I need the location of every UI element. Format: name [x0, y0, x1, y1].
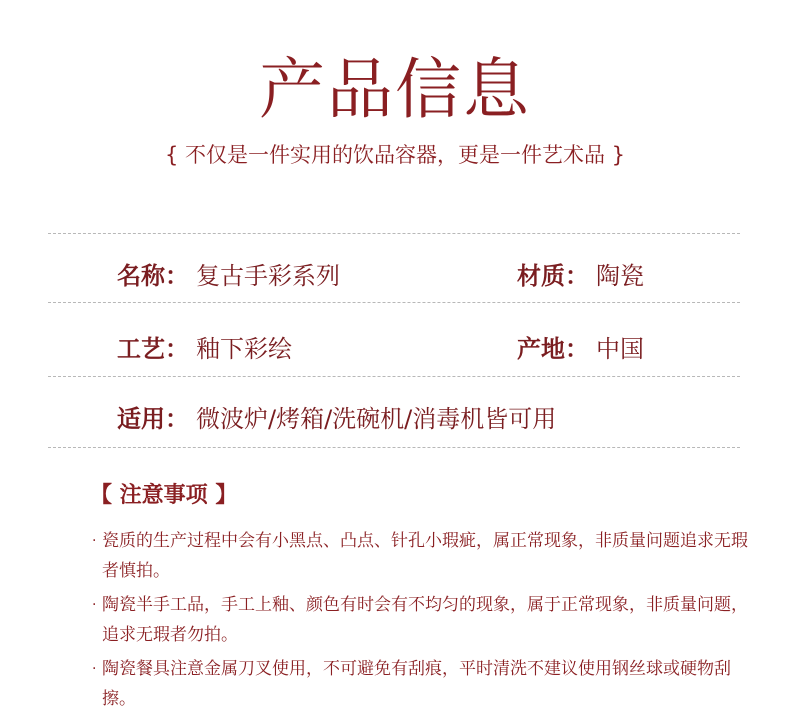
notice-item [92, 654, 752, 714]
divider [48, 376, 740, 377]
usage-value: 微波炉/烤箱/洗碗机/消毒机皆可用 [196, 405, 557, 433]
spec-row-name-material [0, 256, 790, 296]
page-title: 产品信息 [259, 51, 531, 128]
notice-title: 【 注意事项 】 [90, 483, 238, 508]
origin-value: 中国 [596, 335, 644, 363]
notice-item [92, 526, 752, 586]
bullet-icon: · [92, 597, 97, 613]
divider [48, 302, 740, 303]
spec-row-usage [0, 399, 790, 439]
craft-value: 釉下彩绘 [196, 335, 292, 363]
craft-label: 工艺： [117, 335, 189, 363]
divider [48, 447, 740, 448]
name-label: 名称： [117, 262, 189, 290]
notice-item [92, 590, 752, 650]
bullet-icon: · [92, 533, 97, 549]
spec-row-craft-origin [0, 329, 790, 369]
usage-label: 适用： [117, 405, 189, 433]
notice-item-text: 陶瓷半手工品，手工上釉、颜色有时会有不均匀的现象，属于正常现象，非质量问题，追求无瑕者勿拍。 [102, 595, 748, 645]
page-subtitle: { 不仅是一件实用的饮品容器，更是一件艺术品 } [164, 143, 626, 167]
notice-item-text: 陶瓷餐具注意金属刀叉使用，不可避免有刮痕，平时清洗不建议使用钢丝球或硬物刮擦。 [102, 659, 731, 709]
notice-list [92, 526, 752, 718]
material-value: 陶瓷 [596, 262, 644, 290]
material-label: 材质： [517, 262, 589, 290]
notice-item-text: 瓷质的生产过程中会有小黑点、凸点、针孔小瑕疵，属正常现象，非质量问题追求无瑕者慎拍。 [102, 531, 748, 581]
name-value: 复古手彩系列 [196, 262, 340, 290]
divider [48, 233, 740, 234]
bullet-icon: · [92, 661, 97, 677]
origin-label: 产地： [517, 335, 589, 363]
